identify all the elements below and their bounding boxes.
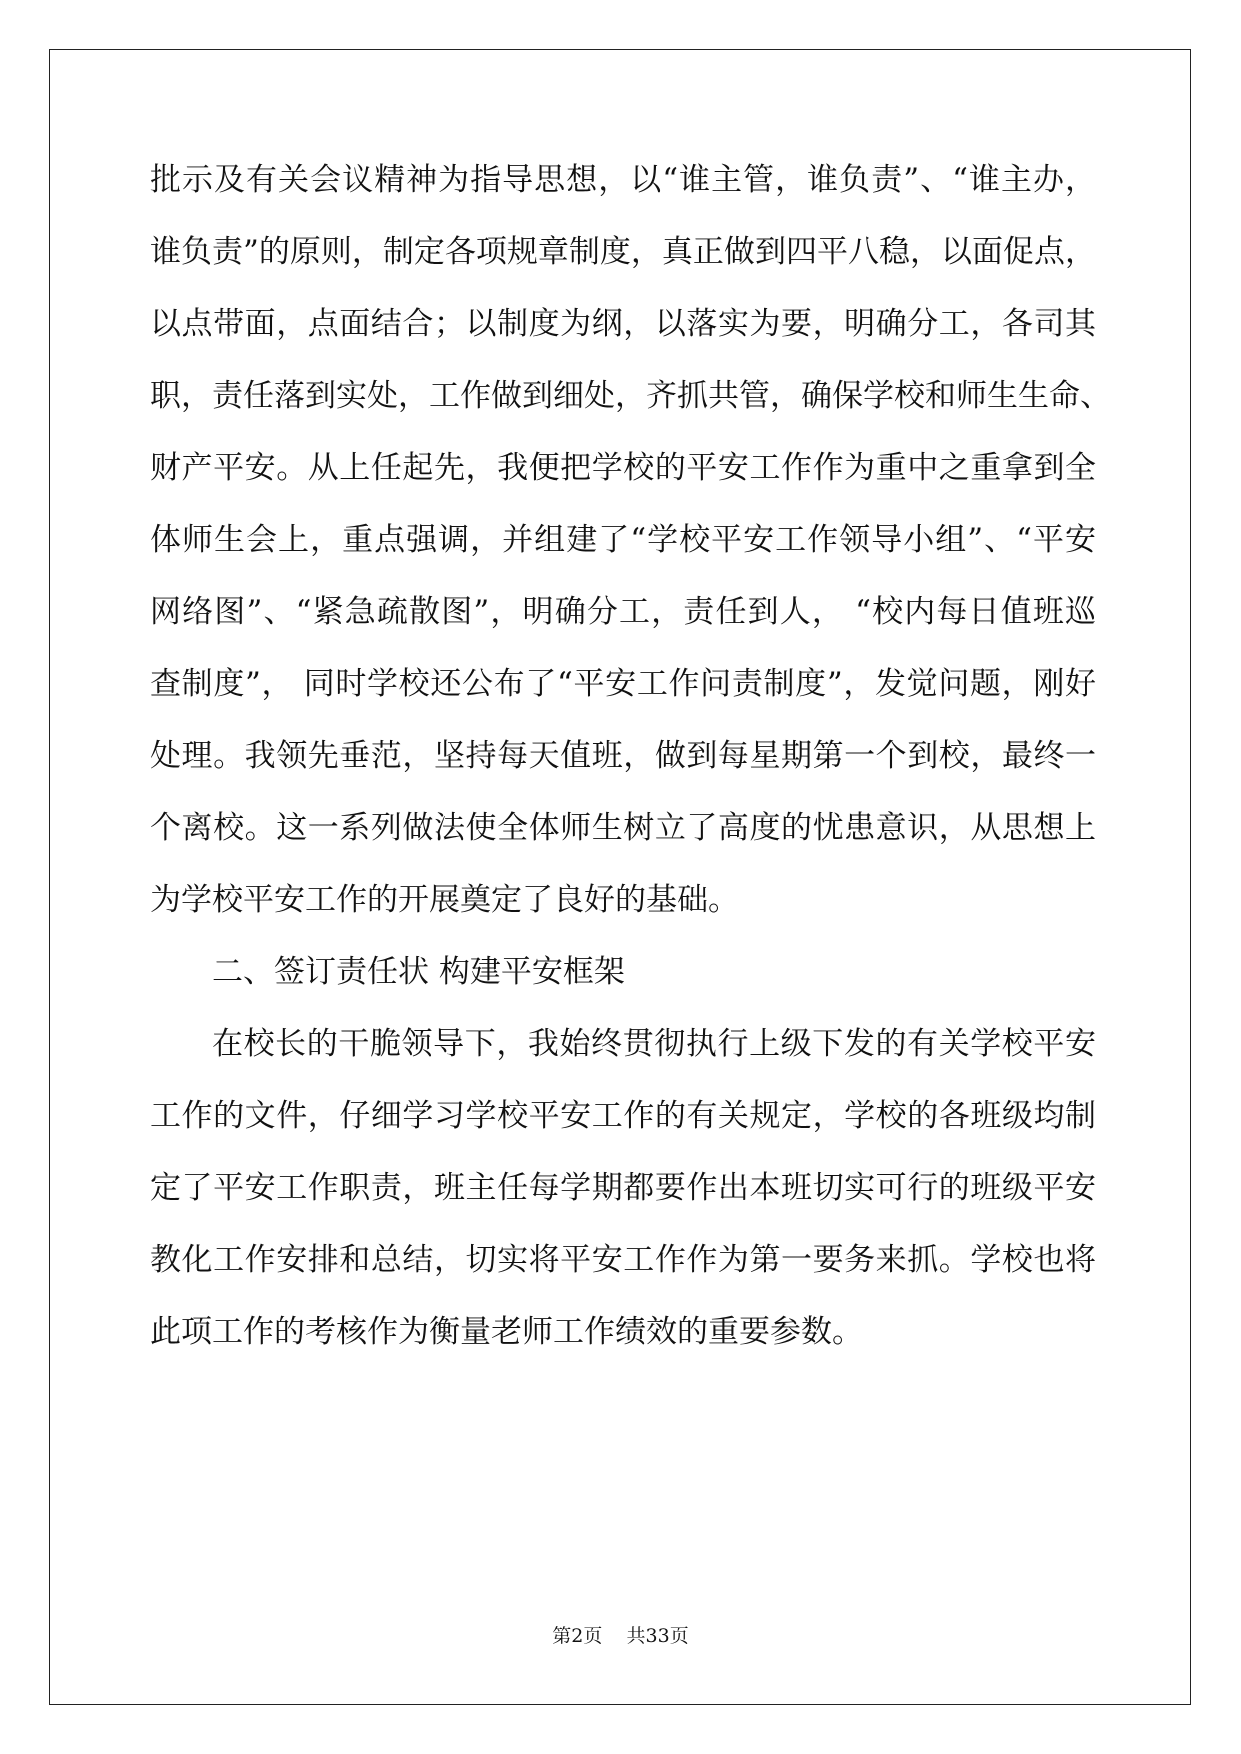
paragraph-line: 工作的文件，仔细学习学校平安工作的有关规定，学校的各班级均制 (150, 1098, 1096, 1134)
paragraph-line: 查制度”， 同时学校还公布了“平安工作问责制度”，发觉问题，刚好 (150, 666, 1096, 702)
page-border (49, 49, 1191, 1705)
paragraph-line: 在校长的干脆领导下，我始终贯彻执行上级下发的有关学校平安 (212, 1026, 1096, 1062)
paragraph-line: 为学校平安工作的开展奠定了良好的基础。 (150, 882, 739, 918)
paragraph-line: 批示及有关会议精神为指导思想，以“谁主管，谁负责”、“谁主办， (150, 162, 1096, 198)
paragraph-line: 个离校。这一系列做法使全体师生树立了高度的忧患意识，从思想上 (150, 810, 1096, 846)
paragraph-line: 体师生会上，重点强调，并组建了“学校平安工作领导小组”、“平安 (150, 522, 1096, 558)
paragraph-line: 网络图”、“紧急疏散图”，明确分工，责任到人， “校内每日值班巡 (150, 594, 1096, 630)
paragraph-line: 财产平安。从上任起先，我便把学校的平安工作作为重中之重拿到全 (150, 450, 1096, 486)
paragraph-line: 此项工作的考核作为衡量老师工作绩效的重要参数。 (150, 1314, 863, 1350)
paragraph-line: 处理。我领先垂范，坚持每天值班，做到每星期第一个到校，最终一 (150, 738, 1096, 774)
paragraph-line: 教化工作安排和总结，切实将平安工作作为第一要务来抓。学校也将 (150, 1242, 1096, 1278)
paragraph-line: 谁负责”的原则，制定各项规章制度，真正做到四平八稳，以面促点， (150, 234, 1096, 270)
paragraph-line: 定了平安工作职责，班主任每学期都要作出本班切实可行的班级平安 (150, 1170, 1096, 1206)
page-number: 第2页 (552, 1625, 603, 1647)
paragraph-line: 以点带面，点面结合；以制度为纲，以落实为要，明确分工，各司其 (150, 306, 1096, 342)
page-total: 共33页 (626, 1625, 689, 1647)
paragraph-line: 职，责任落到实处，工作做到细处，齐抓共管，确保学校和师生生命、 (150, 378, 1111, 414)
section-heading: 二、签订责任状 构建平安框架 (212, 954, 625, 990)
page-footer (0, 1624, 1241, 1648)
